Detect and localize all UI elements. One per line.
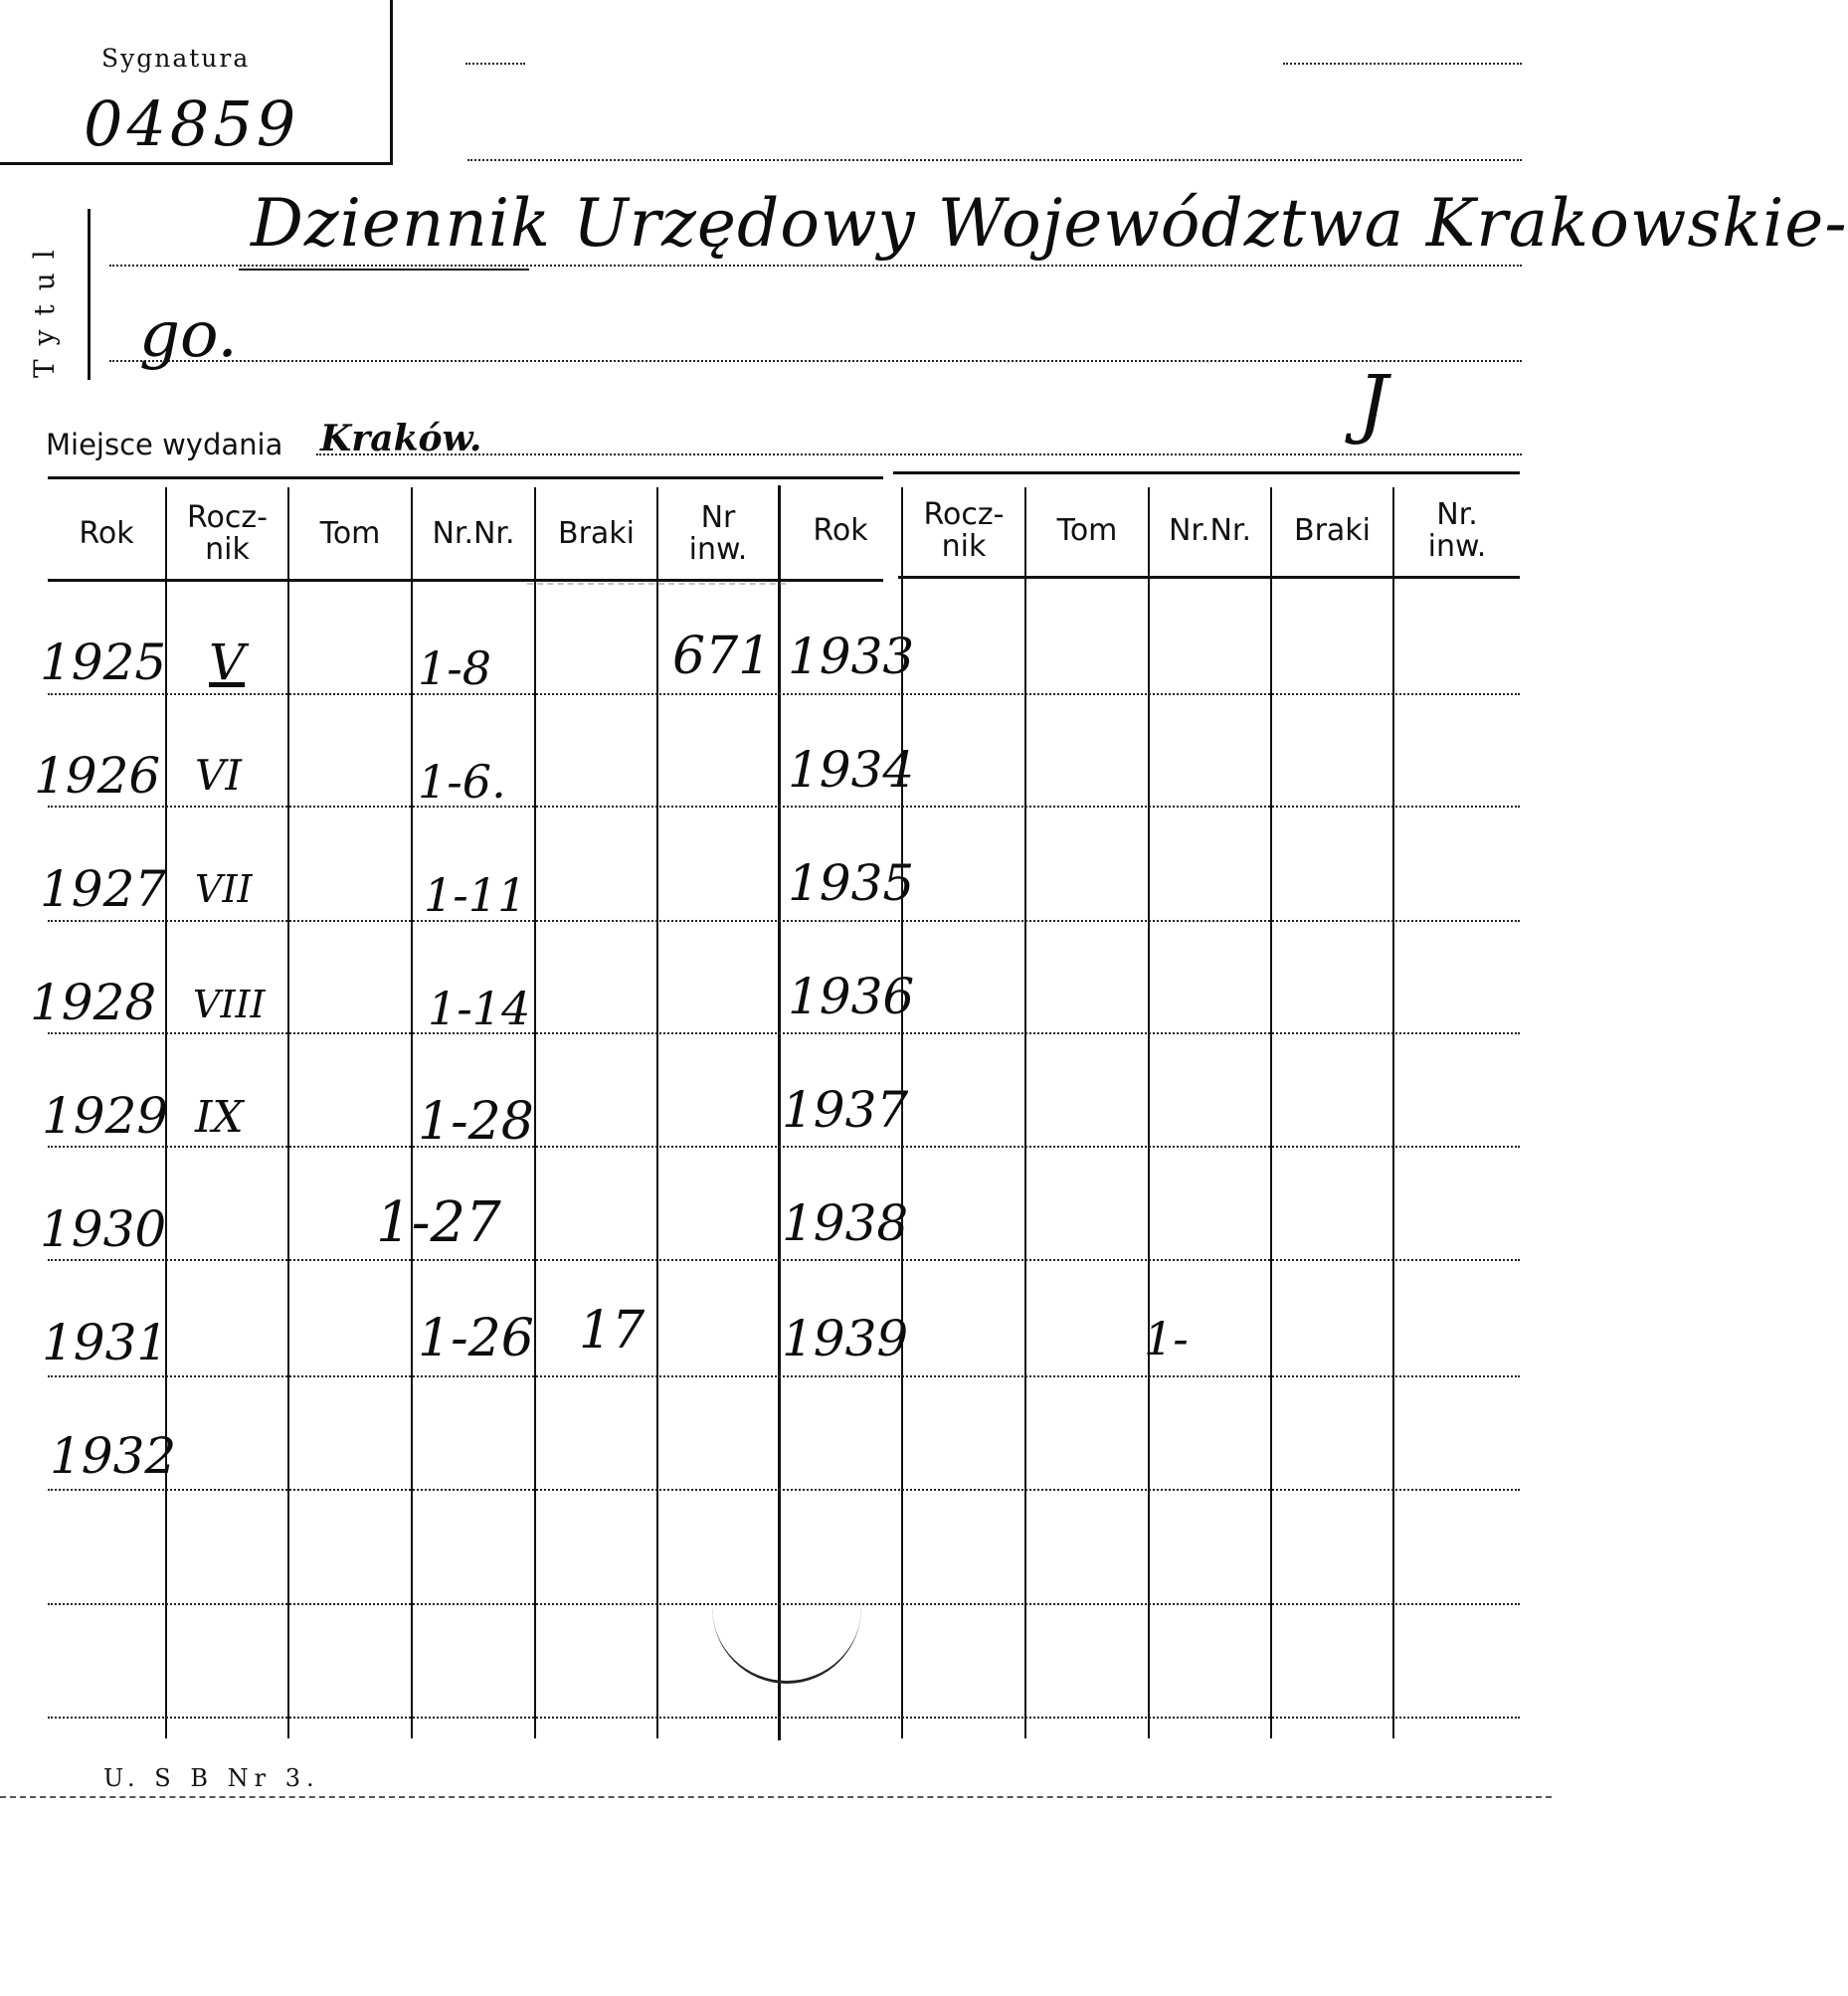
header-nrnr-right: Nr.Nr. — [1168, 513, 1252, 548]
col-line-10 — [1270, 487, 1272, 1738]
row-line — [48, 1259, 1520, 1261]
row-line — [48, 920, 1520, 922]
col-line-9 — [1148, 487, 1150, 1738]
publication-place-label: Miejsce wydania — [46, 428, 283, 461]
cell-rok-right: 1934 — [788, 741, 915, 799]
row-line — [48, 1032, 1520, 1034]
row-line — [48, 1717, 1520, 1719]
cell-nrinw: 671 — [672, 627, 772, 686]
punch-hole — [712, 1532, 861, 1684]
header-braki: Braki — [557, 516, 635, 551]
cell-rok: 1932 — [50, 1427, 177, 1485]
cell-nrnr: 1-28 — [418, 1092, 534, 1152]
col-line-8 — [1024, 487, 1026, 1738]
form-code: U. S B Nr 3. — [103, 1764, 320, 1792]
row-line — [48, 1146, 1520, 1148]
cell-rok: 1927 — [40, 860, 167, 918]
title-text-line2: go. — [139, 298, 238, 372]
header-tom-right: Tom — [1056, 513, 1118, 548]
col-line-11 — [1392, 487, 1394, 1738]
cell-braki: 17 — [579, 1301, 646, 1361]
cell-rok-right: 1933 — [788, 628, 915, 685]
title-mark: J — [1358, 358, 1388, 447]
cell-rok-right: 1939 — [782, 1310, 909, 1367]
header-top-rule-left — [48, 476, 883, 479]
cell-nrnr: 1-6. — [418, 755, 506, 809]
cell-rok: 1925 — [40, 634, 167, 691]
header-bottom-rule-right — [898, 576, 1520, 579]
header-nrinw-right: Nr. inw. — [1427, 497, 1487, 564]
header-bottom-rule-left — [48, 579, 883, 582]
cell-rok-right: 1938 — [782, 1194, 909, 1252]
cell-rok: 1931 — [42, 1314, 169, 1371]
header-top-rule-right — [893, 471, 1520, 474]
col-line-3 — [411, 487, 413, 1738]
cell-rocznik: VIII — [193, 983, 266, 1026]
header-rok: Rok — [79, 516, 134, 551]
header-rocznik: Rocz- nik — [187, 500, 268, 567]
col-line-2 — [287, 487, 289, 1738]
title-vertical-label: Tytul — [28, 236, 61, 378]
cell-nrnr: 1-27 — [376, 1190, 501, 1255]
cell-rok: 1926 — [34, 747, 161, 805]
cell-rok-right: 1937 — [782, 1081, 909, 1139]
cell-rok: 1929 — [42, 1087, 169, 1145]
signature-label: Sygnatura — [101, 44, 251, 73]
stamp-smudge — [527, 583, 786, 625]
row-line — [48, 1489, 1520, 1491]
row-line — [48, 693, 1520, 695]
cell-rok-right: 1935 — [788, 854, 915, 912]
row-line — [48, 1375, 1520, 1377]
footer-line — [0, 1796, 1552, 1798]
row-line — [48, 806, 1520, 808]
title-text-line1: Dziennik Urzędowy Województwa Krakowskie- — [251, 185, 1848, 262]
col-line-5 — [656, 487, 658, 1738]
header-braki-right: Braki — [1293, 513, 1371, 548]
cell-rok-right: 1936 — [788, 968, 915, 1025]
cell-rocznik: VII — [195, 867, 253, 911]
header-nrinw: Nr inw. — [688, 500, 748, 567]
publication-place-value: Kraków. — [320, 418, 482, 459]
col-line-4 — [534, 487, 536, 1738]
header-nrnr: Nr.Nr. — [432, 516, 515, 551]
header-rocznik-right: Rocz- nik — [923, 497, 1005, 564]
signature-value: 04859 — [84, 88, 300, 160]
cell-nrnr-right: 1- — [1144, 1312, 1189, 1365]
cell-rok: 1928 — [30, 974, 157, 1031]
header-rok-right: Rok — [813, 513, 868, 548]
cell-rocznik: IX — [195, 1092, 244, 1143]
cell-rocznik: V — [209, 634, 246, 691]
cell-nrnr: 1-14 — [428, 982, 531, 1035]
cell-nrnr: 1-8 — [418, 641, 492, 695]
cell-rocznik: VI — [195, 751, 242, 800]
cell-nrnr: 1-26 — [418, 1309, 534, 1368]
cell-nrnr: 1-11 — [424, 868, 527, 922]
cell-rok: 1930 — [40, 1200, 167, 1258]
header-tom: Tom — [319, 516, 381, 551]
